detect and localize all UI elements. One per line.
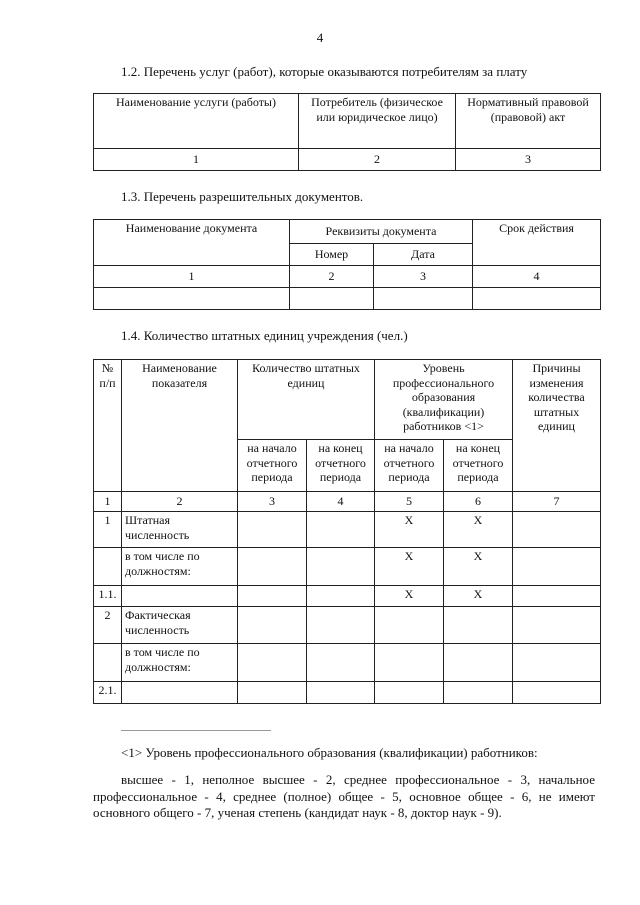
empty-cell [238,586,307,607]
empty-cell [238,644,307,682]
row-num: 1.1. [94,586,122,607]
staff-table [93,359,601,704]
column-number: 1 [94,492,122,512]
column-number: 2 [122,492,238,512]
empty-cell [307,644,375,682]
column-number: 4 [307,492,375,512]
row-name: Фактическая численность [122,607,238,644]
column-number: 6 [444,492,513,512]
empty-cell [307,682,375,704]
header-validity: Срок действия [473,220,601,266]
row-level-start: X [375,586,444,607]
row-level-start: X [375,512,444,548]
header-num: № п/п [94,360,122,492]
section-1-4-heading: 1.4. Количество штатных единиц учреждения (чел.) [121,328,408,343]
empty-cell [307,607,375,644]
column-number: 1 [94,266,290,288]
section-1-3-heading: 1.3. Перечень разрешительных документов. [121,189,364,204]
empty-cell [374,288,473,310]
page-number: 4 [316,30,324,45]
header-consumer: Потребитель (физическое или юридическое лицо) [299,94,456,149]
empty-cell [307,512,375,548]
row-name [122,586,238,607]
table-row [94,586,601,607]
empty-cell [238,548,307,586]
header-doc-name: Наименование документа [94,220,290,266]
permits-table [93,219,601,310]
header-period-start: на начало отчетного периода [238,440,307,492]
row-level-start [375,607,444,644]
empty-cell [238,682,307,704]
row-name [122,682,238,704]
column-number: 3 [238,492,307,512]
header-doc-date: Дата [374,244,473,266]
header-period-end: на конец отчетного периода [444,440,513,492]
column-number: 2 [290,266,374,288]
row-name: Штатная численность [122,512,238,548]
row-level-end [444,607,513,644]
row-level-end: X [444,548,513,586]
empty-cell [290,288,374,310]
empty-cell [94,288,290,310]
empty-cell [513,512,601,548]
row-level-end [444,682,513,704]
footnote-separator [121,730,271,731]
empty-cell [513,607,601,644]
table-row [94,548,601,586]
header-requisites: Реквизиты документа [290,220,473,244]
column-number: 2 [299,149,456,171]
header-period-start: на начало отчетного периода [375,440,444,492]
table-row [94,644,601,682]
row-num: 2 [94,607,122,644]
row-level-start [375,682,444,704]
row-num [94,644,122,682]
column-number: 4 [473,266,601,288]
column-number: 1 [94,149,299,171]
empty-cell [238,512,307,548]
empty-cell [513,548,601,586]
services-table [93,93,601,171]
row-num: 1 [94,512,122,548]
row-name: в том числе по должностям: [122,644,238,682]
row-num [94,548,122,586]
table-row [94,512,601,548]
empty-cell [513,586,601,607]
section-1-2-heading: 1.2. Перечень услуг (работ), которые оказываются потребителям за плату [121,64,528,79]
header-service-name: Наименование услуги (работы) [94,94,299,149]
header-staff-count: Количество штатных единиц [238,360,375,440]
row-level-start: X [375,548,444,586]
footnote-text: высшее - 1, неполное высшее - 2, среднее профессиональное - 3, начальное профессиональное - 4, среднее (полное) общее - 5, основное общее - 6, не имеют основного общего - 7, ученая степень (кандидат наук - 8, доктор наук - 9). [93,772,595,820]
header-indicator: Наименование показателя [122,360,238,492]
column-number: 7 [513,492,601,512]
row-level-end [444,644,513,682]
header-legal-act: Нормативный правовой (правовой) акт [456,94,601,149]
empty-cell [513,682,601,704]
footnote-title: <1> Уровень профессионального образования (квалификации) работников: [121,745,538,760]
header-period-end: на конец отчетного периода [307,440,375,492]
column-number: 3 [456,149,601,171]
row-name: в том числе по должностям: [122,548,238,586]
empty-cell [307,548,375,586]
header-reasons: Причины изменения количества штатных единиц [513,360,601,492]
row-level-end: X [444,586,513,607]
row-level-end: X [444,512,513,548]
empty-cell [513,644,601,682]
header-doc-number: Номер [290,244,374,266]
column-number: 5 [375,492,444,512]
table-row [94,607,601,644]
row-num: 2.1. [94,682,122,704]
empty-cell [307,586,375,607]
empty-cell [238,607,307,644]
column-number: 3 [374,266,473,288]
header-education-level: Уровень профессионального образования (квалификации) работников <1> [375,360,513,440]
table-row [94,682,601,704]
empty-cell [473,288,601,310]
row-level-start [375,644,444,682]
